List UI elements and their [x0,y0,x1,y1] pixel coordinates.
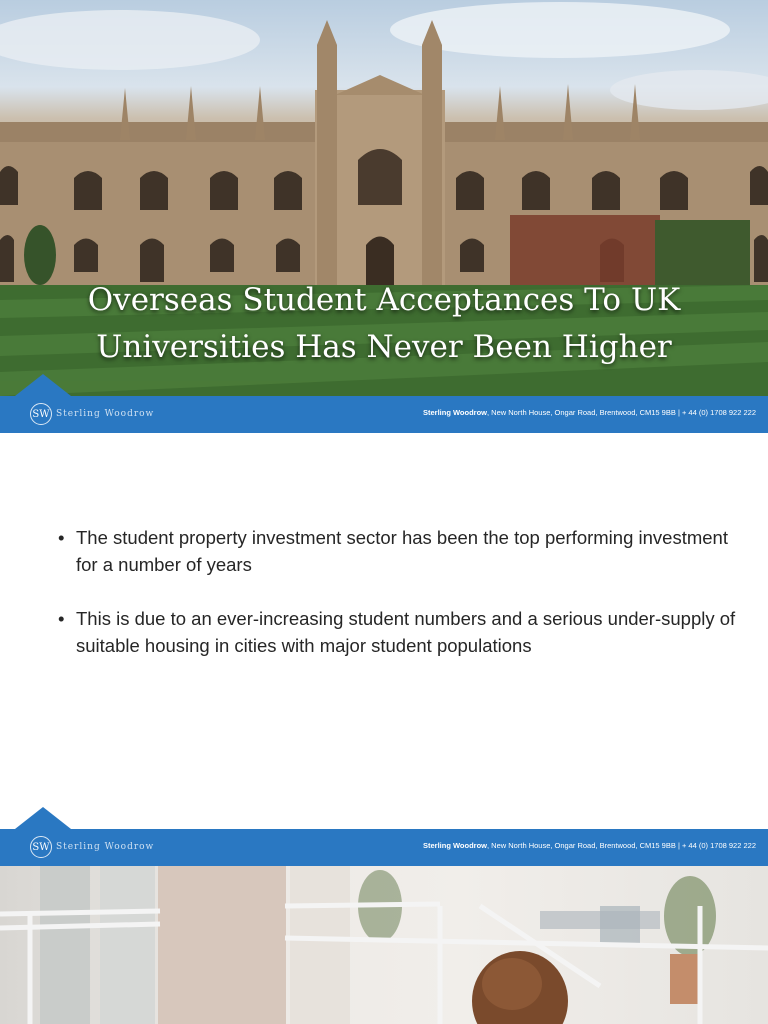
contact-info [423,408,756,417]
contact-info [423,841,756,850]
bullet-item [58,605,738,659]
logo-mark-icon: SW [30,836,52,858]
contact-company: Sterling Woodrow [422,408,488,417]
interior-photo [0,866,768,1024]
footer-bar [0,396,768,433]
bullet-list [58,524,738,686]
bar-tab-triangle [15,807,71,829]
contact-address: , New North House, Ongar Road, Brentwood, CM15 9BB | + 44 (0) 1708 922 222 [487,408,756,417]
bullet-item [58,524,738,578]
bar-tab-triangle [15,374,71,396]
logo-text: Sterling Woodrow [56,842,155,852]
hero-title-line2: Universities Has Never Been Higher [96,329,672,365]
contact-company: Sterling Woodrow [422,841,488,850]
bullet-text: The student property investment sector has been the top performing investment for a number of years [76,527,728,575]
bullet-text: This is due to an ever-increasing student numbers and a serious under-supply of suitable housing in cities with major student populations [76,608,736,656]
company-logo [30,836,154,858]
bullet-glyph: • [58,608,65,629]
bullet-glyph: • [58,527,65,548]
footer-bar [0,829,768,866]
student-interior-image [0,866,768,1024]
logo-text: Sterling Woodrow [56,409,155,419]
hero-title-line1: Overseas Student Acceptances To UK [87,282,681,318]
contact-address: , New North House, Ongar Road, Brentwood, CM15 9BB | + 44 (0) 1708 922 222 [487,841,756,850]
logo-mark-icon: SW [30,403,52,425]
hero-slide [0,0,768,396]
company-logo [30,403,154,425]
